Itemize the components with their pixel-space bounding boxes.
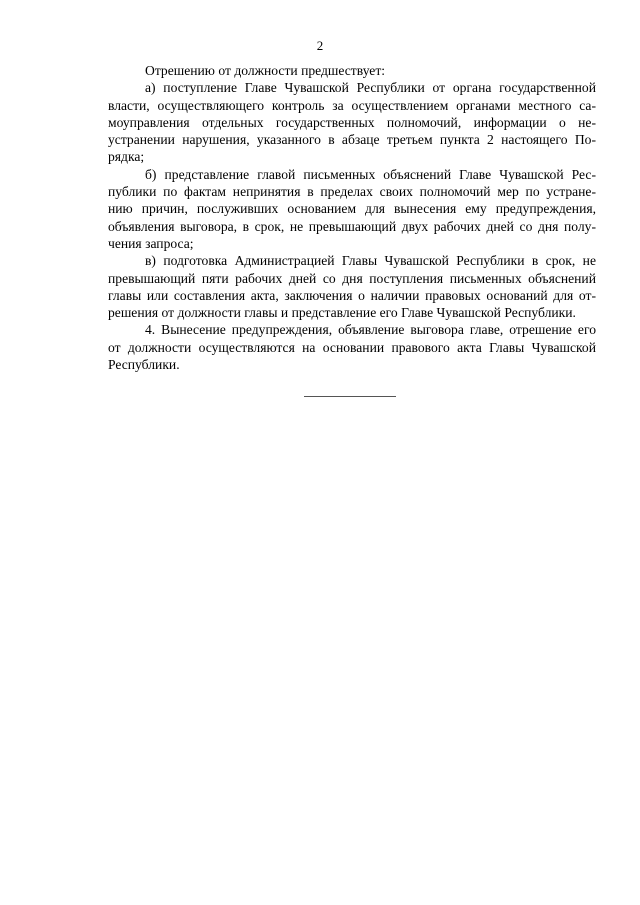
paragraph-item-b [108,166,596,252]
text-line: главы или составления акта, заключения о наличии правовых оснований для от- [108,287,596,303]
paragraph-intro [108,62,596,79]
text-line: от должности осуществляются на основании правового акта Главы Чувашской [108,339,596,355]
text-line: нию причин, послуживших основанием для вынесения ему предупреждения, [108,201,596,217]
text-line: превышающий пяти рабочих дней со дня поступления письменных объяснений [108,270,596,286]
text-line: чения запроса; [108,235,194,251]
paragraph-item-v [108,252,596,321]
text-line: рядка; [108,149,145,165]
text-line: Отрешению от должности предшествует: [145,63,386,78]
paragraph-section-4 [108,321,596,373]
text-line: власти, осуществляющего контроль за осуществлением органами местного са- [108,97,596,113]
paragraph-item-a [108,79,596,165]
document-body [108,62,596,373]
text-line: 4. Вынесение предупреждения, объявление выговора главе, отрешение его [145,322,596,338]
text-line: устранении нарушения, указанного в абзаце третьем пункта 2 настоящего По- [108,132,596,148]
end-separator-line [304,396,396,397]
text-line: Республики. [108,357,180,373]
text-line: а) поступление Главе Чувашской Республики от органа государственной [145,80,596,96]
text-line: моуправления отдельных государственных полномочий, информации о не- [108,114,596,130]
text-line: решения от должности главы и представление его Главе Чувашской Республики. [108,305,576,321]
text-line: б) представление главой письменных объяснений Главе Чувашской Рес- [145,166,596,182]
text-line: в) подготовка Администрацией Главы Чувашской Республики в срок, не [145,253,596,269]
page-number: 2 [316,38,324,53]
text-line: объявления выговора, в срок, не превышающий двух рабочих дней со дня полу- [108,218,596,234]
text-line: публики по фактам непринятия в пределах своих полномочий мер по устране- [108,184,596,200]
